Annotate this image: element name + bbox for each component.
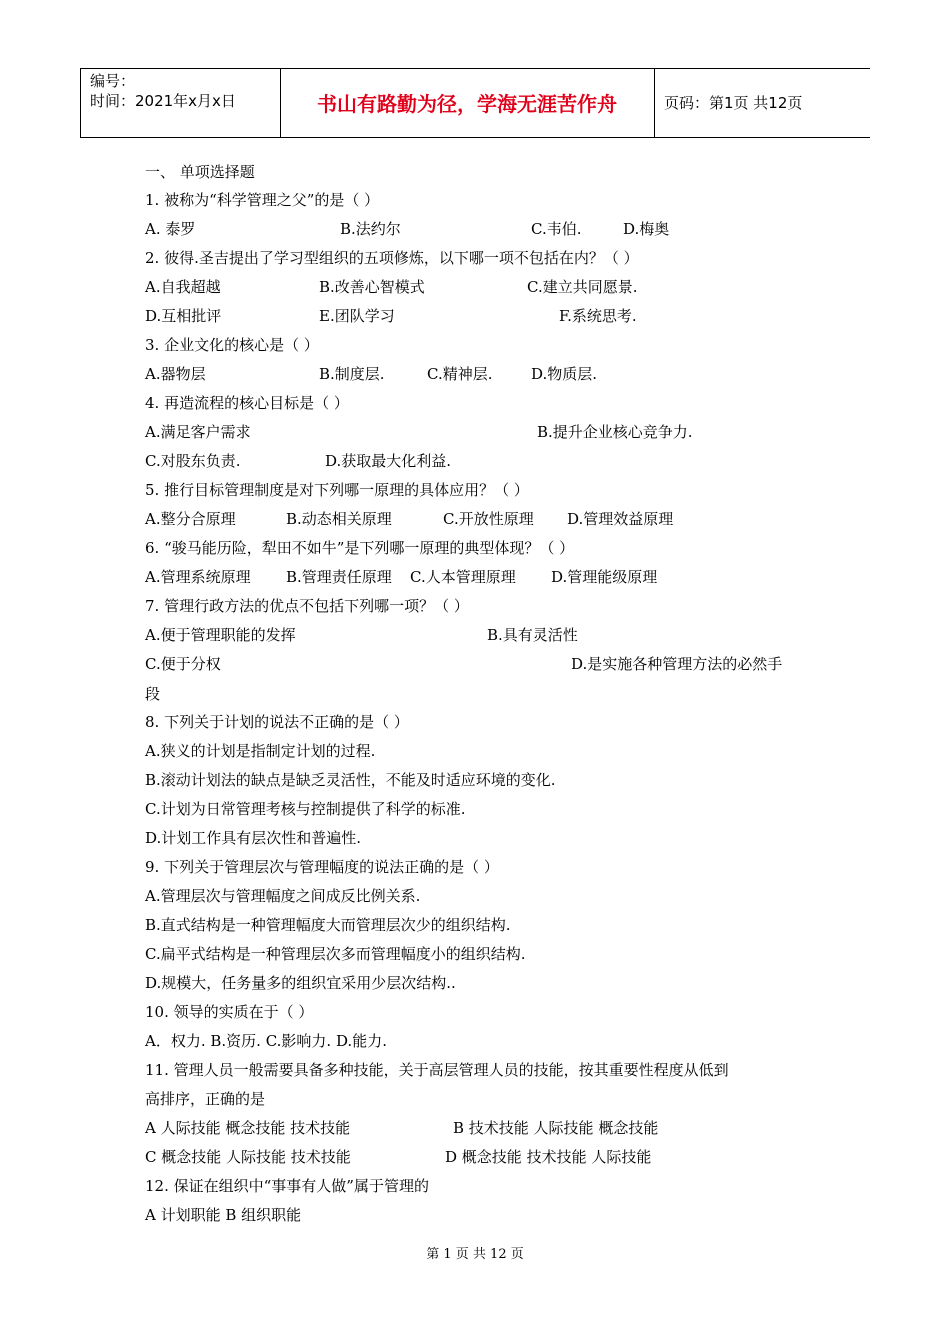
option-b: B.法约尔 [340,220,401,238]
option-d: D.获取最大化利益. [325,452,452,470]
header-table [80,68,870,138]
option-a: A.器物层 [145,365,206,383]
header-left-cell [90,71,236,111]
question-11-stem-continued: 高排序，正确的是 [145,1090,266,1108]
header-page-info: 页码：第1页 共12页 [664,94,803,112]
question-8-stem: 8. 下列关于计划的说法不正确的是（ ） [145,713,409,731]
divider [80,69,81,137]
option-a: A.管理系统原理 [145,568,251,586]
question-7-option-d-continued: 段 [145,685,161,703]
option-b: B.具有灵活性 [487,626,578,644]
option-c: C.韦伯. [531,220,582,238]
option-d: D 概念技能 技术技能 人际技能 [445,1148,652,1166]
option-b: B.改善心智模式 [319,278,425,296]
option-b: B 技术技能 人际技能 概念技能 [453,1119,659,1137]
option-a: A. 泰罗 [145,220,196,238]
question-4-stem: 4. 再造流程的核心目标是（ ） [145,394,349,412]
question-6-stem: 6. “骏马能历险，犁田不如牛”是下列哪一原理的典型体现？（ ） [145,539,575,557]
question-8-option-c: C.计划为日常管理考核与控制提供了科学的标准. [145,800,466,818]
option-c: C 概念技能 人际技能 技术技能 [145,1148,351,1166]
question-9-option-c: C.扁平式结构是一种管理层次多而管理幅度小的组织结构. [145,945,526,963]
option-c: C.开放性原理 [443,510,534,528]
question-11-stem: 11. 管理人员一般需要具备多种技能，关于高层管理人员的技能，按其重要性程度从低到 [145,1061,729,1079]
option-c: C.人本管理原理 [410,568,516,586]
time-label: 时间：2021年x月x日 [90,92,236,110]
option-d: D.梅奥 [623,220,670,238]
question-8-option-d: D.计划工作具有层次性和普遍性. [145,829,362,847]
option-d: D.管理效益原理 [567,510,674,528]
option-c: C.精神层. [427,365,493,383]
question-10-options: A．权力. B.资历. C.影响力. D.能力. [145,1032,387,1050]
option-e: E.团队学习 [319,307,395,325]
option-c: C.建立共同愿景. [527,278,638,296]
option-d: D.物质层. [531,365,598,383]
option-b: B.制度层. [319,365,385,383]
option-a: A.满足客户需求 [145,423,251,441]
question-7-stem: 7. 管理行政方法的优点不包括下列哪一项？（ ） [145,597,469,615]
option-f: F.系统思考. [559,307,637,325]
option-d: D.是实施各种管理方法的必然手 [571,655,783,673]
option-a: A 人际技能 概念技能 技术技能 [145,1119,351,1137]
question-3-stem: 3. 企业文化的核心是（ ） [145,336,319,354]
option-b: B.动态相关原理 [286,510,392,528]
option-c: C.便于分权 [145,655,221,673]
page-footer: 第 1 页 共 12 页 [426,1247,524,1262]
header-motto: 书山有路勤为径，学海无涯苦作舟 [317,92,617,116]
question-2-stem: 2. 彼得.圣吉提出了学习型组织的五项修炼，以下哪一项不包括在内？（ ） [145,249,639,267]
option-a: A.便于管理职能的发挥 [145,626,296,644]
option-d: D.互相批评 [145,307,222,325]
number-label: 编号： [90,72,136,90]
option-b: B.管理责任原理 [286,568,392,586]
question-5-stem: 5. 推行目标管理制度是对下列哪一原理的具体应用？（ ） [145,481,529,499]
question-9-option-a: A.管理层次与管理幅度之间成反比例关系. [145,887,421,905]
question-10-stem: 10. 领导的实质在于（ ） [145,1003,314,1021]
section-title: 一、 单项选择题 [145,163,255,181]
question-12-stem: 12. 保证在组织中“事事有人做”属于管理的 [145,1177,429,1195]
question-9-option-b: B.直式结构是一种管理幅度大而管理层次少的组织结构. [145,916,511,934]
divider [654,69,655,137]
question-9-option-d: D.规模大，任务量多的组织宜采用少层次结构.. [145,974,456,992]
option-a: A.自我超越 [145,278,221,296]
question-9-stem: 9. 下列关于管理层次与管理幅度的说法正确的是（ ） [145,858,499,876]
question-8-option-b: B.滚动计划法的缺点是缺乏灵活性，不能及时适应环境的变化. [145,771,556,789]
question-1-stem: 1. 被称为“科学管理之父”的是（ ） [145,191,380,209]
question-12-options: A 计划职能 B 组织职能 [145,1206,302,1224]
option-b: B.提升企业核心竞争力. [537,423,693,441]
option-a: A.整分合原理 [145,510,236,528]
option-c: C.对股东负责. [145,452,241,470]
option-d: D.管理能级原理 [551,568,658,586]
question-8-option-a: A.狭义的计划是指制定计划的过程. [145,742,376,760]
